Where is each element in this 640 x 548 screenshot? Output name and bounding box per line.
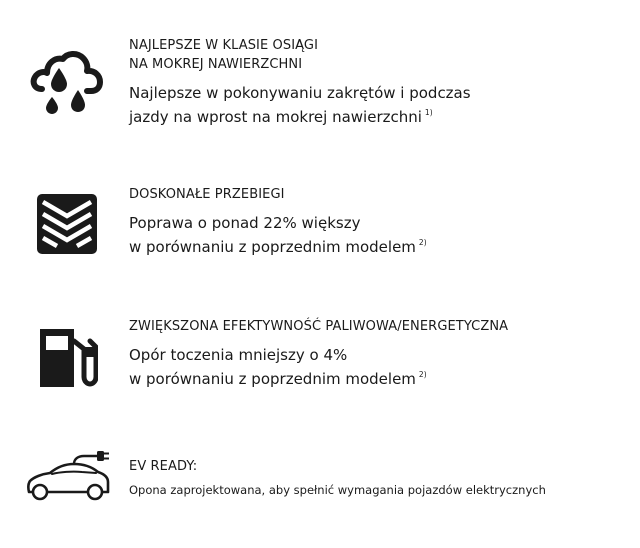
feature-title: [129, 185, 630, 204]
feature-description: [129, 343, 630, 391]
footnote-marker: 1): [424, 108, 433, 117]
tread-pattern-icon: [37, 194, 97, 254]
description-line: Opór toczenia mniejszy o 4%: [129, 346, 348, 364]
title-line: NA MOKREJ NAWIERZCHNI: [129, 57, 303, 72]
description-line: Poprawa o ponad 22% większy: [129, 214, 361, 232]
title-line: DOSKONAŁE PRZEBIEGI: [129, 187, 285, 202]
feature-description: [129, 81, 630, 129]
footnote-marker: 2): [418, 370, 427, 379]
fuel-pump-icon: [38, 327, 98, 389]
feature-text: [129, 317, 630, 391]
description-line: [129, 235, 630, 259]
footnote-marker: 2): [418, 238, 427, 247]
feature-description: [129, 211, 630, 259]
rain-cloud-icon: [30, 50, 104, 118]
feature-text: [129, 36, 630, 129]
title-line: ZWIĘKSZONA EFEKTYWNOŚĆ PALIWOWA/ENERGETYCZNA: [129, 319, 509, 334]
description-text: w porównaniu z poprzednim modelem: [129, 370, 416, 388]
electric-car-icon: [26, 450, 118, 502]
description-line: Najlepsze w pokonywaniu zakrętów i podczas: [129, 84, 471, 102]
description-text: jazdy na wprost na mokrej nawierzchni: [129, 108, 422, 126]
description-text: w porównaniu z poprzednim modelem: [129, 238, 416, 256]
description-line: [129, 105, 630, 129]
feature-title: [129, 317, 630, 336]
feature-text: [129, 185, 630, 259]
feature-title: [129, 457, 630, 476]
feature-text: [129, 457, 630, 498]
description-line: Opona zaprojektowana, aby spełnić wymagania pojazdów elektrycznych: [129, 483, 546, 497]
feature-description: [129, 482, 630, 498]
feature-title: [129, 36, 630, 74]
title-line: NAJLEPSZE W KLASIE OSIĄGI: [129, 38, 319, 53]
title-line: EV READY:: [129, 459, 198, 474]
description-line: [129, 367, 630, 391]
